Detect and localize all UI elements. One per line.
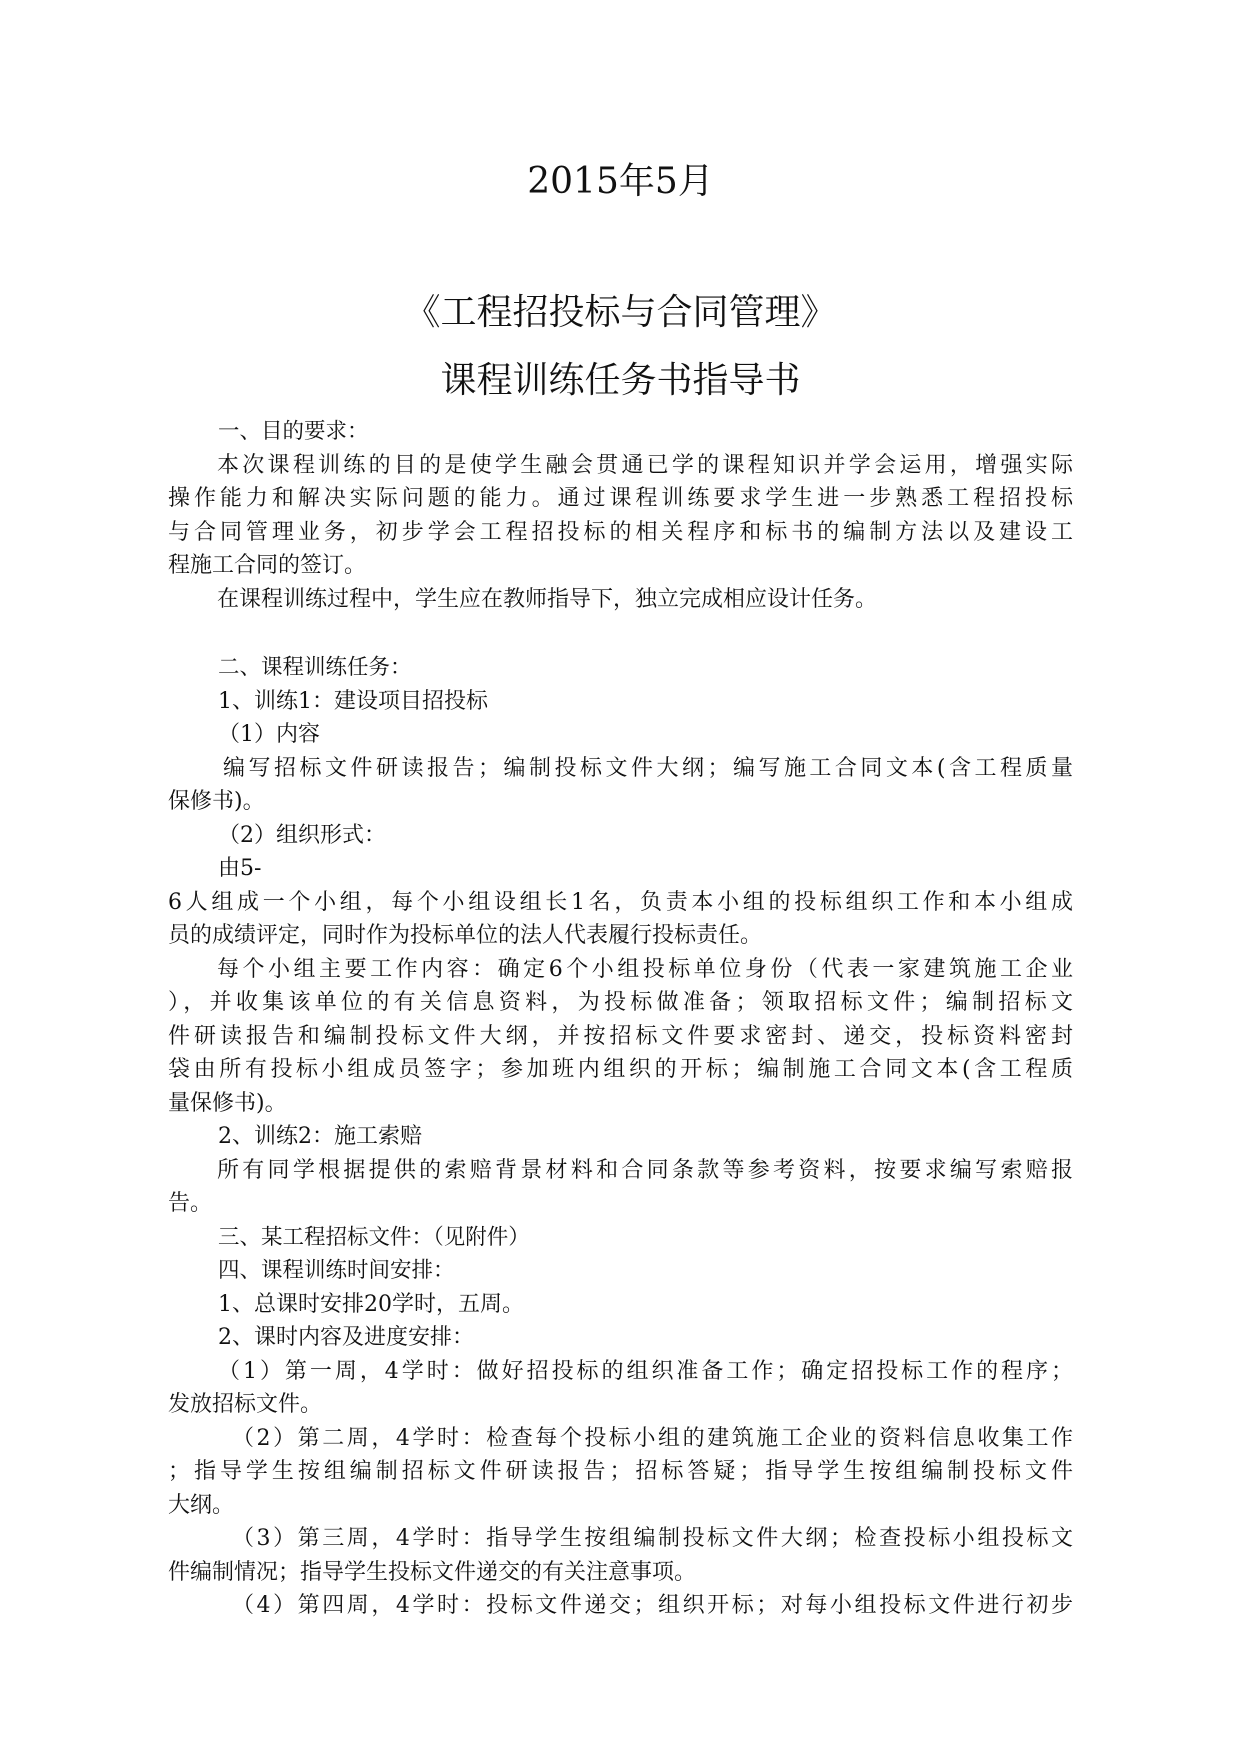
- subsection-label: （2）组织形式：: [218, 822, 386, 848]
- subsection-label: （1）内容: [218, 722, 320, 747]
- paragraph-line: 本次课程训练的目的是使学生融会贯通已学的课程知识并学会运用，增强实际: [217, 452, 1073, 478]
- paragraph-line: 由5-: [218, 856, 262, 881]
- course-title: 《工程招投标与合同管理》: [404, 292, 837, 333]
- document-body: [168, 415, 1073, 1623]
- schedule-line: 件编制情况；指导学生投标文件递交的有关注意事项。: [168, 1559, 697, 1585]
- paragraph-line: 程施工合同的签订。: [168, 553, 367, 578]
- paragraph-line: 员的成绩评定，同时作为投标单位的法人代表履行投标责任。: [168, 923, 763, 948]
- schedule-line: 大纲。: [168, 1492, 235, 1518]
- paragraph-line: 袋由所有投标小组成员签字；参加班内组织的开标；编制施工合同文本(含工程质: [168, 1057, 1073, 1082]
- schedule-line: （2）第二周，4学时：检查每个投标小组的建筑施工企业的资料信息收集工作: [232, 1425, 1073, 1451]
- paragraph-line: 2、课时内容及进度安排：: [218, 1325, 474, 1350]
- paragraph-line: 保修书)。: [168, 789, 265, 814]
- paragraph-line: 告。: [168, 1191, 213, 1216]
- paragraph-line: 6人组成一个小组，每个小组设组长1名，负责本小组的投标组织工作和本小组成: [168, 889, 1073, 915]
- task-title: 1、训练1：建设项目招投标: [218, 688, 488, 714]
- schedule-line: ；指导学生按组编制招标文件研读报告；招标答疑；指导学生按组编制投标文件: [168, 1459, 1073, 1484]
- paragraph-line: 量保修书)。: [168, 1090, 287, 1116]
- paragraph-line: 每个小组主要工作内容：确定6个小组投标单位身份（代表一家建筑施工企业: [217, 956, 1073, 982]
- paragraph-line: 件研读报告和编制投标文件大纲，并按招标文件要求密封、递交，投标资料密封: [168, 1023, 1073, 1049]
- document-title: 课程训练任务书指导书: [440, 360, 801, 401]
- section-heading-2: 二、课程训练任务：: [218, 655, 412, 680]
- paragraph-line: 所有同学根据提供的索赔背景材料和合同条款等参考资料，按要求编写索赔报: [217, 1157, 1073, 1183]
- task-title: 2、训练2：施工索赔: [218, 1124, 422, 1149]
- paragraph-line: 1、总课时安排20学时，五周。: [218, 1291, 524, 1317]
- paragraph-line: 在课程训练过程中，学生应在教师指导下，独立完成相应设计任务。: [217, 586, 878, 612]
- spacer: [168, 616, 1073, 651]
- schedule-line: （4）第四周，4学时：投标文件递交；组织开标；对每小组投标文件进行初步: [232, 1593, 1073, 1618]
- schedule-line: 发放招标文件。: [168, 1392, 323, 1417]
- section-heading-4: 四、课程训练时间安排：: [218, 1258, 455, 1283]
- paragraph-line: ），并收集该单位的有关信息资料，为投标做准备；领取招标文件；编制招标文: [168, 990, 1073, 1015]
- document-date: 2015年5月: [527, 161, 714, 202]
- section-heading-3: 三、某工程招标文件：（见附件）: [218, 1224, 530, 1250]
- paragraph-line: 编写招标文件研读报告；编制投标文件大纲；编写施工合同文本(含工程质量: [223, 755, 1073, 781]
- section-heading-1: 一、目的要求：: [218, 419, 369, 444]
- schedule-line: （3）第三周，4学时：指导学生按组编制投标文件大纲；检查投标小组投标文: [232, 1526, 1073, 1551]
- schedule-line: （1）第一周，4学时：做好招投标的组织准备工作；确定招投标工作的程序；: [218, 1358, 1073, 1384]
- paragraph-line: 与合同管理业务，初步学会工程招投标的相关程序和标书的编制方法以及建设工: [168, 519, 1073, 545]
- paragraph-line: 操作能力和解决实际问题的能力。通过课程训练要求学生进一步熟悉工程招投标: [168, 486, 1073, 511]
